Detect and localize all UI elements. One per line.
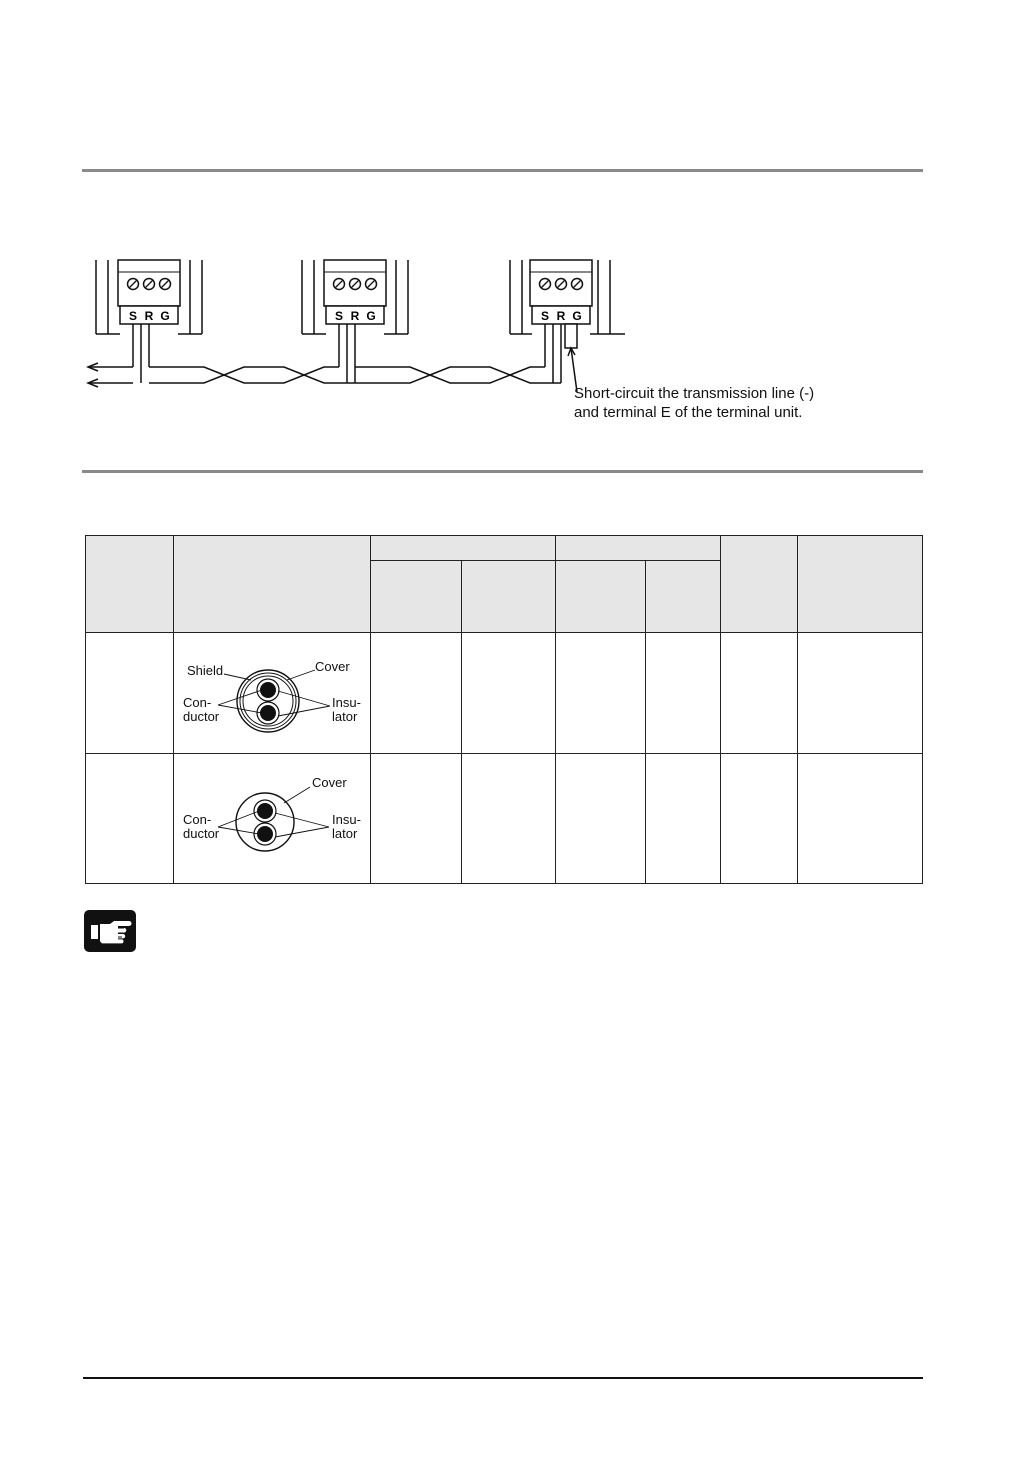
table-cell: [556, 633, 646, 754]
terminal-unit-3: [510, 260, 625, 334]
section-rule-middle: [82, 470, 923, 473]
terminal-g-label: G: [572, 309, 582, 323]
section-rule-top: [82, 169, 923, 172]
header-cell: [721, 536, 798, 633]
table-cell: [462, 633, 556, 754]
table-cell: [798, 633, 923, 754]
header-cell: [371, 536, 556, 561]
cover-label: Cover: [315, 658, 350, 674]
vinyl-cable-diagram: [174, 755, 371, 883]
terminal-unit-2: [302, 260, 408, 334]
diagram-caption-line1: Short-circuit the transmission line (-): [574, 385, 815, 402]
terminal-s-label: S: [334, 309, 344, 323]
wiring-diagram: [80, 250, 860, 430]
header-cell: [462, 561, 556, 633]
table-cell: [721, 754, 798, 884]
header-cell: [371, 561, 462, 633]
table-cell: [86, 754, 174, 884]
header-cell: [174, 536, 371, 633]
cable-spec-table: [85, 535, 923, 884]
table-cell: [462, 754, 556, 884]
shielded-cable-diagram: [174, 634, 371, 753]
table-cell: [556, 754, 646, 884]
terminal-g-label: G: [160, 309, 170, 323]
table-row: [86, 633, 923, 754]
table-row: [86, 754, 923, 884]
insulator-label-2: lator: [332, 825, 358, 841]
terminal-unit-1: [96, 260, 202, 334]
insulator-label-2: lator: [332, 708, 358, 724]
conductor-label-2: ductor: [183, 708, 220, 724]
pointing-hand-icon: [84, 910, 136, 952]
terminal-r-label: R: [556, 309, 566, 323]
insulator-label-1: Insu-: [332, 811, 361, 827]
header-cell: [798, 536, 923, 633]
table-cell: [86, 633, 174, 754]
terminal-g-label: G: [366, 309, 376, 323]
shield-label: Shield: [187, 662, 224, 678]
header-cell: [86, 536, 174, 633]
terminal-s-label: S: [128, 309, 138, 323]
cable-cross-section-cell: [174, 633, 371, 754]
page-footer-rule: [83, 1377, 923, 1379]
conductor-label-1: Con-: [183, 811, 212, 827]
table-cell: [371, 633, 462, 754]
cover-label: Cover: [312, 774, 347, 790]
terminal-s-label: S: [540, 309, 550, 323]
table-cell: [646, 754, 721, 884]
conductor-label-2: ductor: [183, 825, 220, 841]
table-cell: [721, 633, 798, 754]
terminal-r-label: R: [350, 309, 360, 323]
table-cell: [371, 754, 462, 884]
table-cell: [798, 754, 923, 884]
header-cell: [556, 536, 721, 561]
table-cell: [646, 633, 721, 754]
insulator-label-1: Insu-: [332, 694, 361, 710]
cable-cross-section-cell: [174, 754, 371, 884]
diagram-caption-line2: and terminal E of the terminal unit.: [574, 404, 803, 421]
terminal-r-label: R: [144, 309, 154, 323]
transmission-line: [88, 324, 577, 392]
header-cell: [646, 561, 721, 633]
header-cell: [556, 561, 646, 633]
conductor-label-1: Con-: [183, 694, 212, 710]
